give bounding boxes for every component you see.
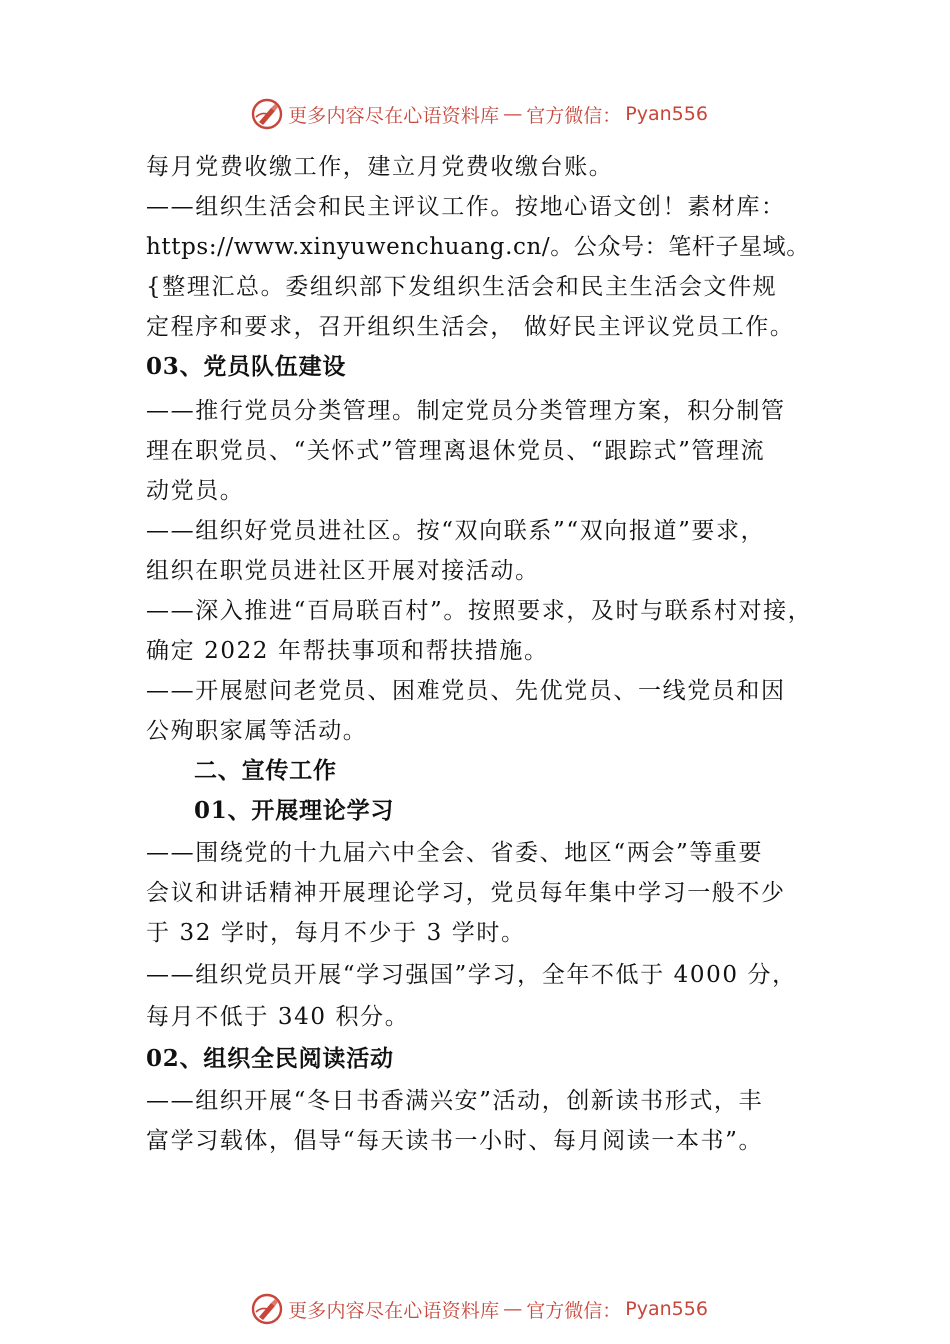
- section-heading-03: 03、党员队伍建设: [146, 353, 347, 380]
- banner-wechat-label: 官方微信：: [526, 1299, 622, 1322]
- banner-wechat-label: 官方微信：: [526, 104, 622, 127]
- text-line: 动党员。: [146, 478, 245, 504]
- text-line: 组织在职党员进社区开展对接活动。: [146, 558, 540, 584]
- text-line: {整理汇总。委组织部下发组织生活会和民主生活会文件规: [146, 274, 778, 300]
- banner-content: [250, 1292, 708, 1326]
- text-line: 每月党费收缴工作，建立月党费收缴台账。: [146, 154, 614, 180]
- section-heading-01: 01、开展理论学习: [194, 797, 395, 824]
- banner-wechat-id: Pyan556: [625, 103, 708, 125]
- banner-separator: —: [503, 1298, 523, 1320]
- pen-in-circle-logo-icon: [250, 1292, 284, 1326]
- pen-in-circle-logo-icon: [250, 97, 284, 131]
- text-line: ——深入推进“百局联百村”。按照要求，及时与联系村对接，: [146, 598, 813, 624]
- text-line: 会议和讲话精神开展理论学习，党员每年集中学习一般不少: [146, 880, 786, 906]
- section-heading-02: 02、组织全民阅读活动: [146, 1045, 394, 1072]
- text-line: 公殉职家属等活动。: [146, 718, 368, 744]
- text-line: 于 32 学时，每月不少于 3 学时。: [146, 920, 526, 946]
- document-body: [146, 147, 816, 1161]
- text-line: 理在职党员、“关怀式”管理离退休党员、“跟踪式”管理流: [146, 438, 766, 464]
- header-banner: [0, 94, 950, 134]
- banner-main-text: 更多内容尽在心语资料库: [288, 1299, 500, 1322]
- text-line: 定程序和要求，召开组织生活会， 做好民主评议党员工作。: [146, 314, 795, 340]
- text-line: ——开展慰问老党员、困难党员、先优党员、一线党员和因: [146, 678, 786, 704]
- text-line: ——组织党员开展“学习强国”学习，全年不低于 4000 分，: [146, 962, 797, 988]
- text-line: ——组织生活会和民主评议工作。按地心语文创！素材库：: [146, 194, 786, 220]
- footer-banner: [0, 1289, 950, 1329]
- text-line: 富学习载体，倡导“每天读书一小时、每月阅读一本书”。: [146, 1128, 764, 1154]
- banner-separator: —: [503, 103, 523, 125]
- text-line: ——组织开展“冬日书香满兴安”活动，创新读书形式，丰: [146, 1088, 764, 1114]
- text-line: ——围绕党的十九届六中全会、省委、地区“两会”等重要: [146, 840, 764, 866]
- text-line-url: https://www.xinyuwenchuang.cn/。公众号：笔杆子星域。: [146, 234, 810, 260]
- text-line: ——推行党员分类管理。制定党员分类管理方案，积分制管: [146, 398, 786, 424]
- banner-main-text: 更多内容尽在心语资料库: [288, 104, 500, 127]
- banner-wechat-id: Pyan556: [625, 1298, 708, 1320]
- text-line: 确定 2022 年帮扶事项和帮扶措施。: [146, 638, 549, 664]
- text-line: 每月不低于 340 积分。: [146, 1004, 410, 1030]
- banner-content: [250, 97, 708, 131]
- section-heading-publicity: 二、宣传工作: [194, 757, 337, 784]
- text-line: ——组织好党员进社区。按“双向联系”“双向报道”要求，: [146, 518, 766, 544]
